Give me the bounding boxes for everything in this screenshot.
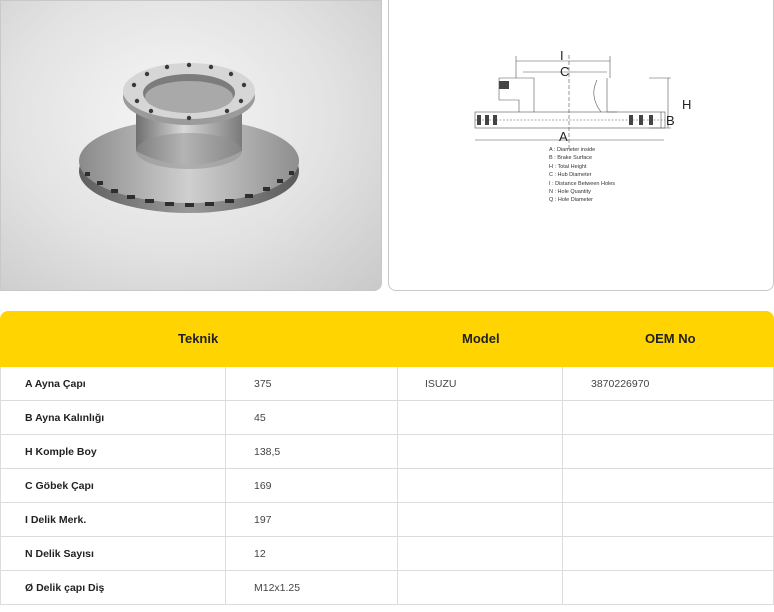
spec-table <box>0 311 774 605</box>
diagram-legend <box>549 146 615 205</box>
brake-disc-image <box>1 1 382 291</box>
table-header <box>0 311 774 367</box>
oem-value <box>563 503 774 536</box>
oem-value <box>563 571 774 604</box>
technical-drawing <box>388 0 774 291</box>
label-a: A <box>559 129 568 144</box>
label-c: C <box>560 64 570 79</box>
legend-item: B : Brake Surface <box>549 155 593 162</box>
header-model: Model <box>462 331 500 346</box>
model-value <box>398 435 563 468</box>
spec-label: Ø Delik çapı Diş <box>0 571 226 604</box>
table-row <box>0 435 774 469</box>
model-value: ISUZU <box>398 367 563 400</box>
oem-value <box>563 537 774 570</box>
table-row <box>0 537 774 571</box>
product-photo <box>0 0 382 291</box>
legend-item: I : Distance Between Holes <box>549 180 616 187</box>
label-h: H <box>682 97 692 112</box>
spec-value: 197 <box>226 503 398 536</box>
table-row <box>0 401 774 435</box>
spec-label: H Komple Boy <box>0 435 226 468</box>
label-i: I <box>560 48 564 63</box>
spec-value: 169 <box>226 469 398 502</box>
table-row <box>0 367 774 401</box>
oem-value <box>563 469 774 502</box>
spec-value: 138,5 <box>226 435 398 468</box>
legend-item: Q : Hole Diameter <box>549 197 594 204</box>
oem-value <box>563 401 774 434</box>
spec-label: A Ayna Çapı <box>0 367 226 400</box>
spec-label: N Delik Sayısı <box>0 537 226 570</box>
spec-label: I Delik Merk. <box>0 503 226 536</box>
spec-value: M12x1.25 <box>226 571 398 604</box>
legend-item: N : Hole Quantity <box>549 189 591 196</box>
spec-label: C Göbek Çapı <box>0 469 226 502</box>
table-row <box>0 469 774 503</box>
header-oem: OEM No <box>645 331 696 346</box>
spec-label: B Ayna Kalınlığı <box>0 401 226 434</box>
oem-value: 3870226970 <box>563 367 774 400</box>
legend-item: A : Diameter inside <box>549 147 596 153</box>
model-value <box>398 503 563 536</box>
legend-item: H : Total Height <box>549 163 587 170</box>
table-row <box>0 571 774 605</box>
oem-value <box>563 435 774 468</box>
label-b: B <box>666 113 675 128</box>
model-value <box>398 571 563 604</box>
model-value <box>398 469 563 502</box>
header-teknik: Teknik <box>178 331 219 346</box>
spec-value: 45 <box>226 401 398 434</box>
model-value <box>398 401 563 434</box>
model-value <box>398 537 563 570</box>
table-row <box>0 503 774 537</box>
legend-item: C : Hub Diameter <box>549 172 592 179</box>
spec-value: 12 <box>226 537 398 570</box>
spec-value: 375 <box>226 367 398 400</box>
